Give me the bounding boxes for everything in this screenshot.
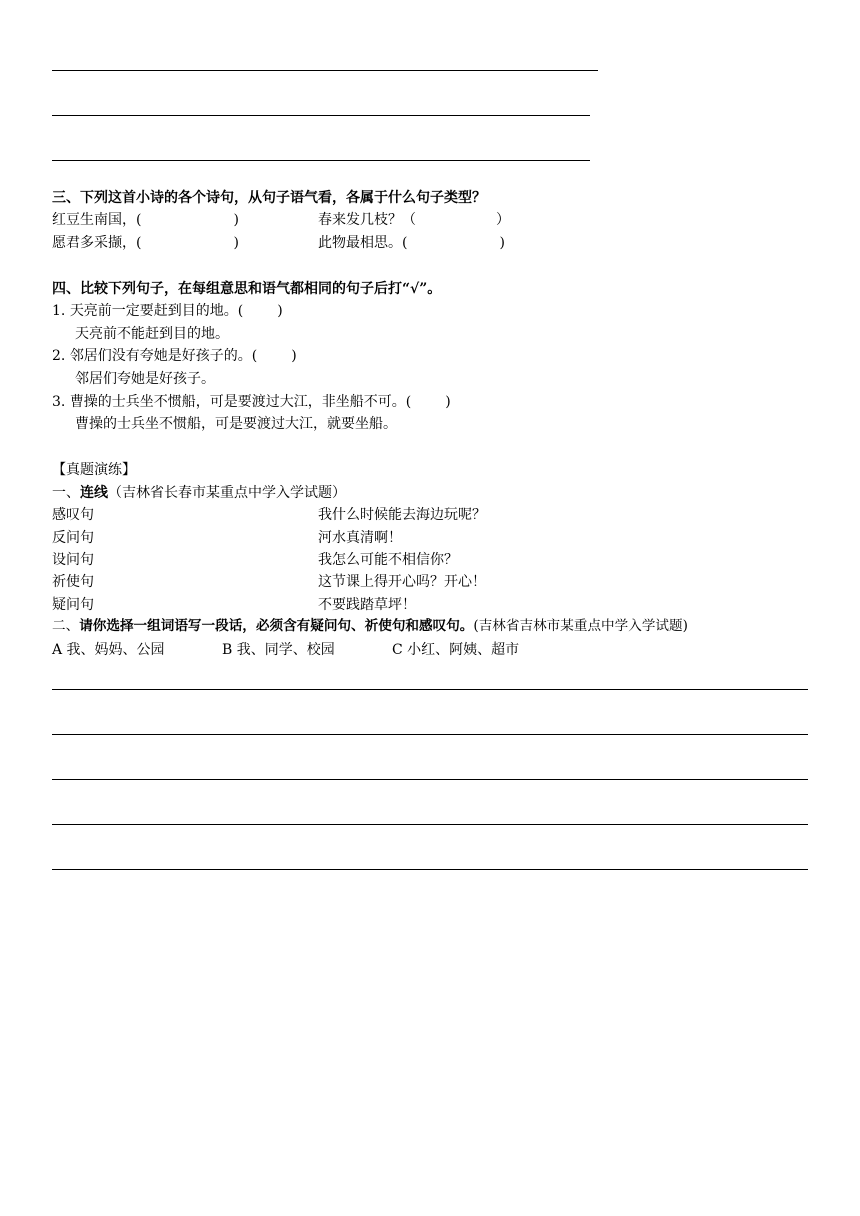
match-right-item[interactable]: 河水真清啊！ [318, 530, 402, 546]
writing-line[interactable] [52, 824, 808, 825]
match-right-item[interactable]: 我什么时候能去海边玩呢？ [318, 507, 486, 523]
question-2-heading: 二、请你选择一组词语写一段话，必须含有疑问句、祈使句和感叹句。(吉林省吉林市某重点中学入学试题) [52, 618, 688, 634]
match-right-item[interactable]: 我怎么可能不相信你？ [318, 552, 458, 568]
writing-line[interactable] [52, 689, 808, 690]
writing-line[interactable] [52, 734, 808, 735]
match-left-item[interactable]: 感叹句 [52, 507, 94, 523]
word-option-b: B 我、同学、校园 [222, 642, 335, 658]
item-2-a: 2. 邻居们没有夸她是好孩子的。( ) [52, 348, 297, 364]
poem-line-1-right: 春来发几枝？（ ） [318, 212, 510, 228]
match-right-item[interactable]: 这节课上得开心吗？开心！ [318, 574, 486, 590]
section-4-heading: 四、比较下列句子，在每组意思和语气都相同的句子后打“√”。 [52, 281, 442, 297]
practice-title: 【真题演练】 [52, 462, 136, 478]
question-1-heading: 一、连线（吉林省长春市某重点中学入学试题） [52, 485, 346, 501]
item-3-a: 3. 曹操的士兵坐不惯船，可是要渡过大江，非坐船不可。( ) [52, 394, 451, 410]
poem-line-2-left: 愿君多采撷，( ) [52, 235, 239, 251]
poem-line-2-right: 此物最相思。( ) [318, 235, 505, 251]
match-left-item[interactable]: 疑问句 [52, 597, 94, 613]
item-2-b: 邻居们夸她是好孩子。 [75, 371, 215, 387]
match-left-item[interactable]: 祈使句 [52, 574, 94, 590]
item-3-b: 曹操的士兵坐不惯船，可是要渡过大江，就要坐船。 [75, 416, 397, 432]
match-left-item[interactable]: 反问句 [52, 530, 94, 546]
answer-line[interactable] [52, 115, 590, 116]
item-1-b: 天亮前不能赶到目的地。 [75, 326, 229, 342]
item-1-a: 1. 天亮前一定要赶到目的地。( ) [52, 303, 283, 319]
match-right-item[interactable]: 不要践踏草坪！ [318, 597, 416, 613]
poem-line-1-left: 红豆生南国，( ) [52, 212, 239, 228]
answer-line[interactable] [52, 160, 590, 161]
match-left-item[interactable]: 设问句 [52, 552, 94, 568]
word-option-c: C 小红、阿姨、超市 [392, 642, 520, 658]
section-3-heading: 三、下列这首小诗的各个诗句，从句子语气看，各属于什么句子类型？ [52, 190, 486, 206]
writing-line[interactable] [52, 779, 808, 780]
word-option-a: A 我、妈妈、公园 [52, 642, 165, 658]
writing-line[interactable] [52, 869, 808, 870]
answer-line[interactable] [52, 70, 598, 71]
